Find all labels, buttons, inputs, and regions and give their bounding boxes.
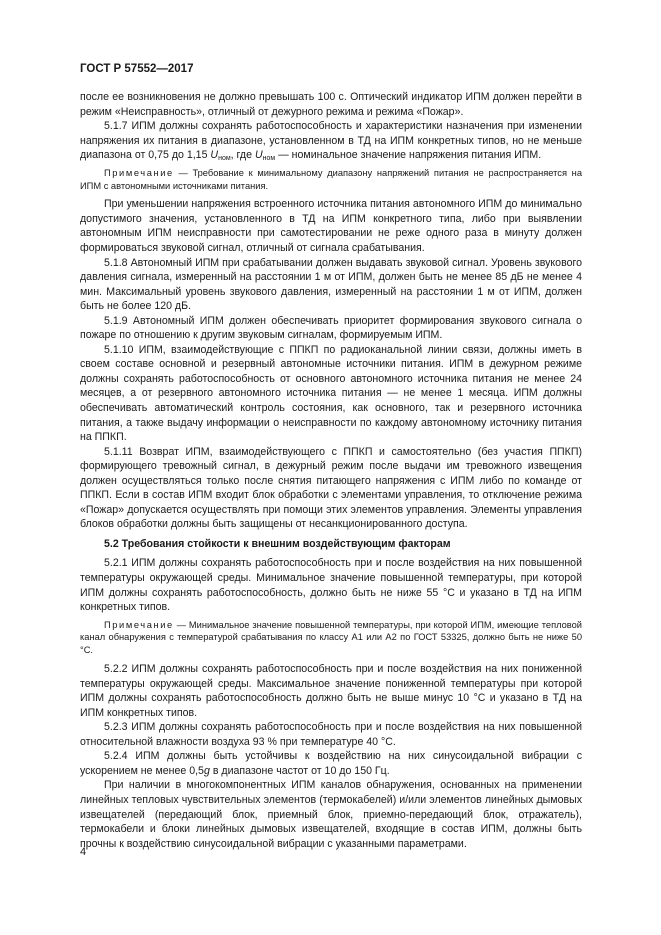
- paragraph-continuation: после ее возникновения не должно превышать 100 с. Оптический индикатор ИПМ должен перейти в режим «Неисправность», отличный от дежурного режима и режима «Пожар».: [80, 91, 582, 118]
- voltage-symbol: U: [210, 149, 219, 162]
- section-heading-5-2: 5.2 Требования стойкости к внешним воздействующим факторам: [104, 537, 451, 550]
- paragraph-5-1-11: 5.1.11 Возврат ИПМ, взаимодействующего с ППКП и самостоятельно (без участия ППКП) формирующего тревожный сигнал, в дежурный режим после выдачи им тревожного извещения должен осуществляться только после снятия питающего напряжения с ИПМ либо по команде от ППКП. Если в состав ИПМ входит блок обработки с элементами управления, то отключение режима «Пожар» допускается осуществлять при помощи этих элементов управления. Элементы управления блоков обработки должны быть защищены от несанкционированного доступа.: [80, 445, 582, 531]
- voltage-symbol: U: [254, 149, 263, 162]
- paragraph-5-1-9: 5.1.9 Автономный ИПМ должен обеспечивать приоритет формирования звукового сигнала о пожаре по отношению к другим звуковым сигналам, формируемым ИПМ.: [80, 314, 582, 342]
- text-run: , где: [230, 149, 255, 162]
- text-run: — номинальное значение напряжения питания ИПМ.: [275, 149, 542, 162]
- voltage-subscript: ном: [218, 155, 231, 163]
- page-content: [80, 90, 582, 851]
- paragraph-5-1-8: 5.1.8 Автономный ИПМ при срабатывании должен выдавать звуковой сигнал. Уровень звукового давления сигнала, измеренный на расстоянии 1 м от ИПМ, должен быть не менее 85 дБ не менее 4 мин. Максимальный уровень звукового давления, измеренный на расстоянии 1 м от ИПМ, должен быть не более 120 дБ.: [80, 256, 582, 313]
- text-run: в диапазоне частот от 10 до 150 Гц.: [209, 764, 390, 777]
- note-label: Примечание: [104, 619, 174, 630]
- document-id-header: ГОСТ Р 57552—2017: [80, 63, 194, 75]
- acceleration-symbol: g: [203, 764, 210, 777]
- paragraph-5-2-4: [80, 749, 582, 778]
- note-voltage-range: [80, 167, 582, 193]
- note-text: — Минимальное значение повышенной температуры, при которой ИПМ, имеющие тепловой канал обнаружения с температурой срабатывания по классу А1 или А2 по ГОСТ 53325, должно быть не ниже 50 °С.: [80, 619, 582, 656]
- note-label: Примечание: [104, 167, 174, 178]
- note-temperature: [80, 619, 582, 657]
- text-run: 5.1.7 ИПМ должны сохранять работоспособность и характеристики назначения при изменении напряжения их питания в диапазоне, установленном в ТД на ИПМ конкретных типов, но не меньше диапазона от 0,75 до 1,15: [80, 120, 582, 162]
- paragraph-low-battery: При уменьшении напряжения встроенного источника питания автономного ИПМ до минимально допустимого значения, установленного в ТД на ИПМ конкретного типа, либо при выявлении автономным ИПМ неисправности при самотестировании не реже одного раза в минуту должен формироваться звуковой сигнал, отличный от сигнала срабатывания.: [80, 198, 582, 254]
- text-run: 5.2.4 ИПМ должны быть устойчивы к воздействию на них синусоидальной вибрации с ускорением не менее 0,5: [80, 750, 582, 777]
- paragraph-5-2-3: 5.2.3 ИПМ должны сохранять работоспособность при и после воздействия на них повышенной относительной влажности воздуха 93 % при температуре 40 °С.: [80, 721, 582, 748]
- note-text: — Требование к минимальному диапазону напряжений питания не распространяется на ИПМ с автономными источниками питания.: [80, 167, 582, 191]
- page-number: 4: [80, 846, 87, 858]
- paragraph-5-2-2: 5.2.2 ИПМ должны сохранять работоспособность при и после воздействия на них пониженной температуры окружающей среды. Максимальное значение пониженной температуры при которой ИПМ должны сохранять работоспособность должно быть не выше минус 10 °С и указано в ТД на ИПМ конкретных типов.: [80, 663, 582, 719]
- paragraph-multicomponent: При наличии в многокомпонентных ИПМ каналов обнаружения, основанных на применении линейных тепловых чувствительных элементов (термокабелей) и/или элементов линейных дымовых извещателей (передающий блок, приемный блок, приемно-передающий блок, отражатель), термокабели и блоки линейных дымовых извещателей, входящие в состав ИПМ, должны быть прочны к воздействию синусоидальной вибрации с указанными параметрами.: [80, 779, 582, 850]
- paragraph-5-1-7: [80, 119, 582, 163]
- paragraph-5-2-1: 5.2.1 ИПМ должны сохранять работоспособность при и после воздействия на них повышенной температуры окружающей среды. Минимальное значение повышенной температуры, при которой ИПМ должны сохранять работоспособность, должно быть не ниже 55 °С и указано в ТД на ИПМ конкретных типов.: [80, 557, 582, 614]
- paragraph-5-1-10: 5.1.10 ИПМ, взаимодействующие с ППКП по радиоканальной линии связи, должны иметь в своем составе основной и резервный автономные источники питания. ИПМ в дежурном режиме должны сохранять работоспособность от основного автономного источника питания не менее 24 месяцев, а от резервного автономного источника питания — не менее 1 месяца. ИПМ должны обеспечивать автоматический контроль состояния, как основного, так и резервного источника питания, а также выдачу информации о неисправности по каждому автономному источнику питания на ППКП.: [80, 343, 582, 444]
- voltage-subscript: ном: [262, 155, 276, 163]
